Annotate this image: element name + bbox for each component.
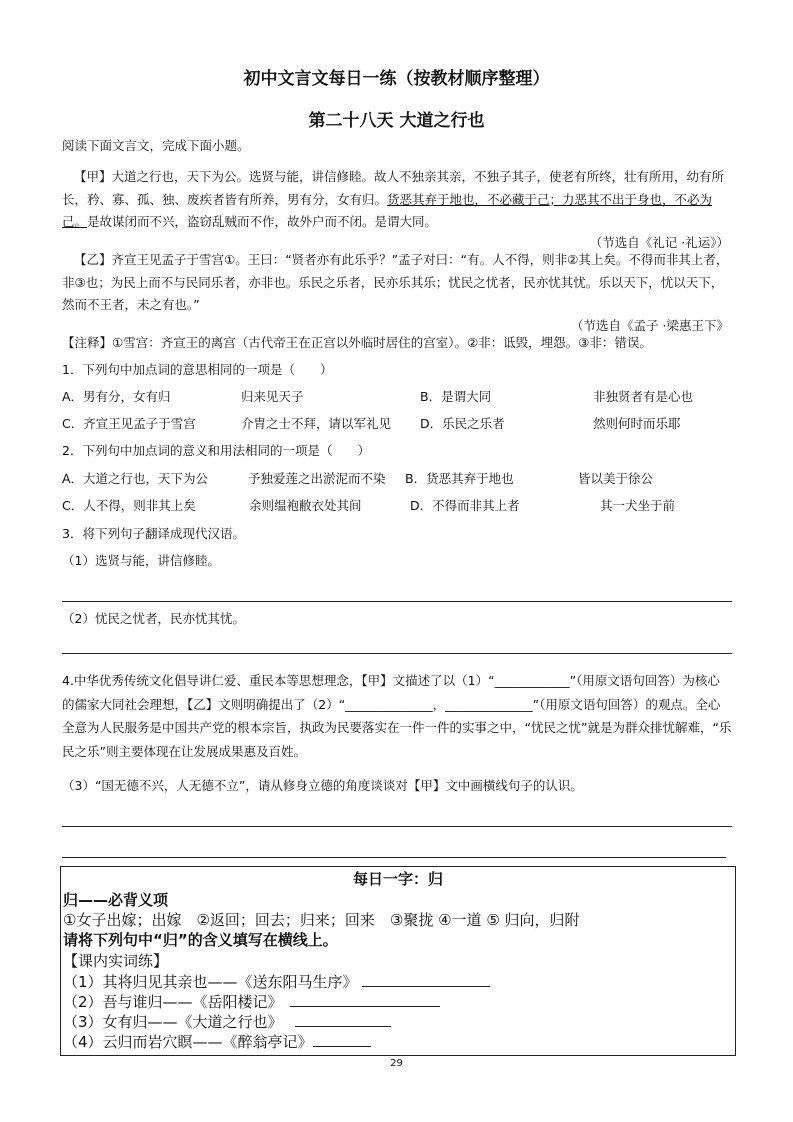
passage-jia	[62, 166, 732, 234]
q2-option-a-compare: 予独爱莲之出淤泥而不染	[248, 471, 386, 486]
box-item-4: （4）云归而岩穴瞑——《醉翁亭记》	[63, 1032, 371, 1052]
q2-option-c: C．人不得，则非其上矣	[62, 498, 196, 513]
q2-option-c-compare: 余则缊袍敝衣处其间	[249, 498, 362, 513]
answer-blank[interactable]	[362, 972, 490, 987]
answer-blank[interactable]	[290, 992, 440, 1007]
q1-option-c-compare: 介胄之士不拜，请以军礼见	[241, 416, 392, 431]
q2-option-b: B．货恶其弃于地也	[405, 471, 514, 486]
box-meanings: ①女子出嫁；出嫁 ②返回；回去；归来；回来 ③聚拢 ④一道 ⑤ 归向，归附	[63, 911, 580, 929]
question-1: 1．下列句中加点词的意思相同的一项是（ ）	[62, 362, 333, 377]
lesson-title: 第二十八天 大道之行也	[308, 111, 485, 131]
box-title: 每日一字：归	[352, 870, 443, 888]
question-2: 2．下列句中加点词的意义和用法相同的一项是（ ）	[62, 443, 370, 458]
q1-option-c: C．齐宣王见孟子于雪宫	[62, 416, 196, 431]
answer-line[interactable]	[62, 826, 732, 827]
q1-option-a-compare: 归来见天子	[241, 389, 304, 404]
instruction: 阅读下面文言文，完成下面小题。	[62, 138, 250, 153]
answer-blank[interactable]	[295, 1012, 391, 1027]
answer-blank[interactable]	[313, 1032, 371, 1047]
q3-item-2: （2）忧民之忧者，民亦忧其忧。	[62, 611, 245, 626]
jia-text-end: 是故谋闭而不兴，盗窃乱贼而不作，故外户而不闭。是谓大同。	[87, 214, 438, 229]
q2-option-b-compare: 皆以美于徐公	[578, 471, 654, 486]
q3-item-1: （1）选贤与能，讲信修睦。	[62, 553, 220, 568]
box-section: 【课内实词练】	[63, 952, 169, 970]
box-instruction: 请将下列句中“归”的含义填写在横线上。	[63, 931, 338, 949]
passage-yi: 【乙】齐宣王见孟子于雪宫①。王曰：“贤者亦有此乐乎？”孟子对曰：“有。人不得，则非②其上矣。不得而非其上者，非③也；为民上而不与民同乐者，亦非也。乐民之乐者，民亦乐其乐；忧民之忧者，民亦忧其忧。乐以天下，忧以天下，然而不王者，未之有也。”	[62, 252, 729, 312]
question-3: 3．将下列句子翻译成现代汉语。	[62, 526, 245, 541]
box-item-2: （2）吾与谁归——《岳阳楼记》	[63, 992, 440, 1012]
q2-option-d-compare: 其一犬坐于前	[600, 498, 676, 513]
answer-line[interactable]	[62, 857, 726, 858]
q1-option-a: A．男有分，女有归	[62, 389, 171, 404]
q1-option-d-compare: 然则何时而乐耶	[593, 416, 681, 431]
answer-line[interactable]	[62, 601, 732, 602]
jia-underlined-text: 货恶其弃于地也，不必藏于己；力恶其不出于身也，不必为己。	[62, 191, 713, 229]
box-item-3: （3）女有归——《大道之行也》	[63, 1012, 391, 1032]
document-title: 初中文言文每日一练（按教材顺序整理）	[243, 69, 550, 89]
page-number: 29	[390, 1058, 403, 1069]
q1-option-b-compare: 非独贤者有是心也	[593, 389, 694, 404]
answer-line[interactable]	[62, 653, 732, 654]
box-item-1: （1）其将归见其亲也——《送东阳马生序》	[63, 972, 490, 992]
q4-item-3: （3）“国无德不兴，人无德不立”，请从修身立德的角度谈谈对【甲】文中画横线句子的认识。	[62, 778, 583, 793]
jia-source: （节选自《礼记 ·礼运》）	[589, 235, 729, 250]
jia-text: 【甲】大道之行也，天下为公。选贤与能，讲信修睦。故人不独亲其亲，不独子其子，使老有所终，壮有所用，幼有所长，矜、寡、孤、独、废疾者皆有所养，男有分，女有归。	[62, 169, 725, 207]
box-heading: 归——必背义项	[63, 891, 169, 909]
question-4: 4.中华优秀传统文化倡导讲仁爱、重民本等思想理念，【甲】文描述了以（1）“____________”（用原文语句回答）为核心的儒家大同社会理想，【乙】文则明确提出了（2）“______________，______________”（用原文语句回答）的观点。全心全意为人民服务是中国共产党的根本宗旨，执政为民要落实在一件一件的实事之中，“忧民之忧”就是为群众排忧解难，“乐民之乐”则主要体现在让发展成果惠及百姓。	[62, 673, 732, 759]
notes: 【注释】①雪宫：齐宣王的离宫（古代帝王在正宫以外临时居住的宫室）。②非：诋毁，埋怨。③非：错误。	[62, 335, 652, 350]
yi-source: （节选自《孟子 ·梁惠王下》	[571, 318, 729, 333]
q1-option-d: D．乐民之乐者	[420, 416, 505, 431]
daily-character-box	[60, 866, 736, 1056]
q1-option-b: B．是谓大同	[420, 389, 492, 404]
q2-option-a: A．大道之行也，天下为公	[62, 471, 209, 486]
q2-option-d: D．不得而非其上者	[410, 498, 520, 513]
